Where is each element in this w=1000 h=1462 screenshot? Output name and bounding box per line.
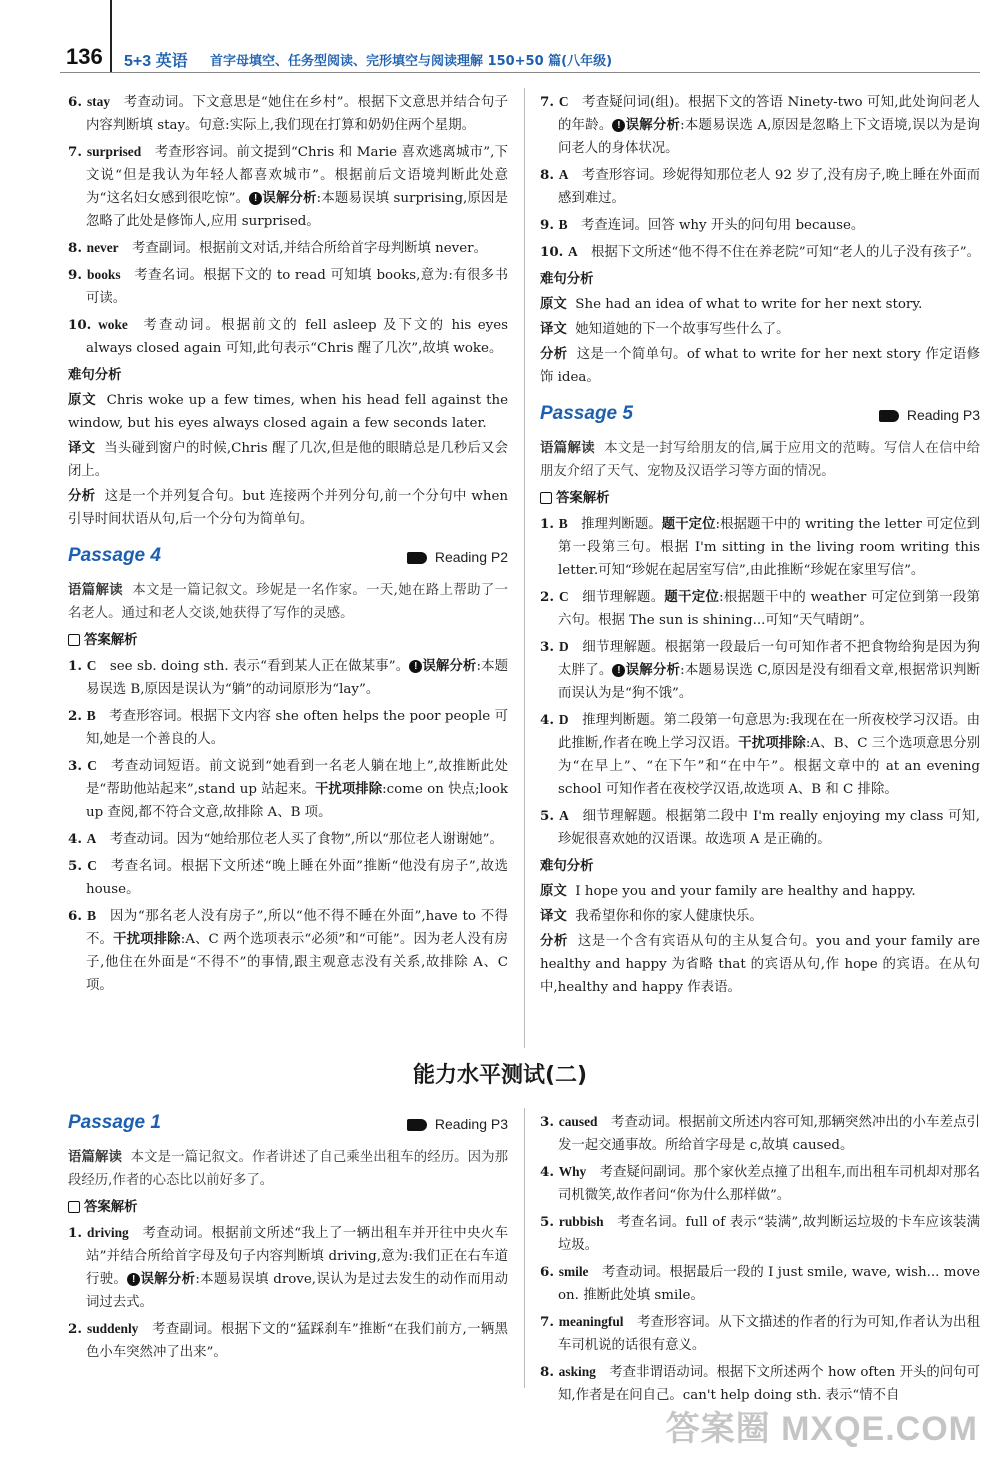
item-number: 3. <box>540 639 559 655</box>
explanation-text: 考查形容词。从下文描述的作者的行为可知,作者认为出租车司机说的话很有意义。 <box>558 1315 980 1353</box>
answers-heading: 答案解析 <box>68 629 508 652</box>
item-number: 7. <box>68 144 87 160</box>
explanation-text: :A、C 两个选项表示“必须”和“可能”。因为老人没有房子,他住在外面是“不得不”的事情,跟主观意志没有关系,故排除 A、C 项。 <box>86 932 508 993</box>
answer-key: C <box>558 589 569 604</box>
explanation-text: 细节理解题。根据第二段中 I'm really enjoying my class 可知,珍妮很喜欢她的汉语课。故选项 A 是正确的。 <box>558 809 980 847</box>
explanation-text: 考查疑问词(组)。根据下文的答语 Ninety-two 可知,此处询问老人的年龄。 <box>558 95 980 133</box>
answer-item <box>68 827 508 851</box>
item-number: 9. <box>68 267 88 283</box>
item-number: 4. <box>68 831 87 847</box>
column-divider <box>524 88 525 1048</box>
answer-item <box>68 854 508 901</box>
answer-key: A <box>567 244 578 259</box>
answer-item <box>540 1160 980 1207</box>
answer-key: driving <box>87 1225 129 1240</box>
explanation-text: 考查名词。根据下文所述“晚上睡在外面”推断“他没有房子”,故选 house。 <box>86 859 508 897</box>
explanation-text: 考查形容词。根据下文内容 she often helps the poor people 可知,她是一个善良的人。 <box>86 709 508 747</box>
explanation-text: 考查疑问副词。那个家伙差点撞了出租车,而出租车司机却对那名司机微笑,故作者问“你为什么那样做”。 <box>558 1165 980 1203</box>
translation-text: 译文 我希望你和你的家人健康快乐。 <box>540 908 763 924</box>
explanation-text: :本题易误填 surprising,原因是忽略了此处是修饰人,应用 surprised。 <box>86 191 509 229</box>
answer-item <box>540 635 980 705</box>
explanation-text: :come on 快点;look up 查阅,都不符合文意,故排除 A、B 项。 <box>86 782 509 820</box>
answer-item <box>68 263 508 310</box>
hint-label: 干扰项排除 <box>314 781 383 797</box>
answer-key: B <box>558 516 568 531</box>
reading-reference: Reading P3 <box>879 407 980 423</box>
reading-reference: Reading P2 <box>407 549 508 565</box>
analysis-heading: 难句分析 <box>540 859 594 874</box>
item-number: 3. <box>540 1114 559 1130</box>
answer-key: C <box>558 94 569 109</box>
explanation-text: 考查副词。根据下文的“猛踩刹车”推断“在我们前方,一辆黑色小车突然冲了出来”。 <box>86 1322 508 1360</box>
answer-item <box>540 1360 980 1407</box>
explanation-text: 推理判断题。第二段第一句意思为:我现在在一所夜校学习汉语。由此推断,作者在晚上学习汉语。 <box>558 713 980 751</box>
error-analysis-label: 误解分析 <box>262 190 317 206</box>
answer-item <box>540 240 980 264</box>
passage-intro: 语篇解读 本文是一篇记叙文。珍妮是一名作家。一天,她在路上帮助了一名老人。通过和老人交谈,她获得了写作的灵感。 <box>68 582 508 621</box>
explanation-text: :根据题干中的 writing the letter 可定位到第一段第三句。根据 I'm sitting in the living room writing this letter.可知“珍妮在起居室写信”,由此推断“珍妮在家里写信”。 <box>558 517 980 578</box>
answer-key: never <box>86 240 119 255</box>
pointing-hand-icon <box>879 410 899 422</box>
passage-title: Passage 1 <box>68 1112 161 1133</box>
explanation-text: :根据题干中的 weather 可定位到第一段第六句。根据 The sun is shining...可知“天气晴朗”。 <box>558 590 980 628</box>
answer-item <box>68 904 508 997</box>
answer-list <box>540 90 980 264</box>
pointing-hand-icon <box>407 552 427 564</box>
explanation-text: 考查动词。根据最后一段的 I just smile, wave, wish... move on. 推断此处填 smile。 <box>558 1265 980 1303</box>
answer-key: C <box>86 658 97 673</box>
answer-key: stay <box>86 94 111 109</box>
answer-item <box>540 1110 980 1157</box>
column-divider <box>524 1108 525 1388</box>
explanation-text: 考查动词。根据前文所述内容可知,那辆突然冲出的小车差点引发一起交通事故。所给首字母是 c,故填 caused。 <box>558 1115 980 1153</box>
item-number: 8. <box>540 167 559 183</box>
item-number: 4. <box>540 712 559 728</box>
original-text: 原文 I hope you and your family are healthy and happy. <box>540 883 916 899</box>
answer-item <box>540 1210 980 1257</box>
answer-item <box>540 163 980 210</box>
explanation-text: 考查动词。因为“她给那位老人买了食物”,所以“那位老人谢谢她”。 <box>109 832 503 847</box>
explanation-text: :本题易误选 B,原因是误认为“躺”的动词原形为“lay”。 <box>86 659 509 697</box>
item-number: 10. <box>540 244 568 260</box>
warning-icon: ! <box>127 1273 140 1286</box>
answer-key: B <box>86 708 96 723</box>
answer-item <box>68 654 508 701</box>
item-number: 5. <box>68 858 88 874</box>
error-analysis-label: 误解分析 <box>625 117 681 133</box>
answer-key: Why <box>558 1164 587 1179</box>
answer-item <box>540 1260 980 1307</box>
warning-icon: ! <box>409 660 422 673</box>
answer-key: A <box>86 831 97 846</box>
item-number: 7. <box>540 1314 559 1330</box>
explanation-text: 考查动词。根据前文所述“我上了一辆出租车并开往中央火车站”并结合所给首字母及句子内容判断填 driving,意为:我们正在右车道行驶。 <box>86 1226 508 1287</box>
item-number: 5. <box>540 1214 559 1230</box>
reading-reference: Reading P3 <box>407 1116 508 1132</box>
answer-item <box>68 704 508 751</box>
warning-icon: ! <box>612 119 625 132</box>
answer-key: caused <box>558 1114 598 1129</box>
answer-item <box>68 140 508 233</box>
original-text: 原文 Chris woke up a few times, when his head fell against the window, but his eyes always closed again a few seconds later. <box>68 392 509 431</box>
answer-key: C <box>87 758 97 773</box>
explanation-text: 考查形容词。前文提到“Chris 和 Marie 喜欢逃离城市”,下文说“但是我认为年轻人都喜欢城市”。根据前后文语境判断此处意为“这名妇女感到很吃惊”。 <box>86 145 508 206</box>
left-column <box>68 90 508 1000</box>
answer-item <box>68 754 508 824</box>
analysis-text: 分析 这是一个并列复合句。but 连接两个并列分句,前一个分句中 when 引导时间状语从句,后一个分句为简单句。 <box>68 488 509 527</box>
answer-item <box>68 1317 508 1364</box>
error-analysis-label: 误解分析 <box>625 662 681 678</box>
passage-4-heading <box>68 543 508 575</box>
item-number: 3. <box>68 758 88 774</box>
answer-item <box>68 90 508 137</box>
explanation-text: 推理判断题。 <box>581 517 662 532</box>
explanation-text: see sb. doing sth. 表示“看到某人正在做某事”。 <box>109 659 410 674</box>
answer-list <box>68 1221 508 1364</box>
answer-item <box>540 804 980 851</box>
book-subtitle: 首字母填空、任务型阅读、完形填空与阅读理解 150+50 篇(八年级) <box>210 54 613 69</box>
answers-heading: 答案解析 <box>540 487 980 510</box>
explanation-text: 根据下文所述“他不得不住在养老院”可知“老人的儿子没有孩子”。 <box>591 245 980 260</box>
item-number: 1. <box>540 516 559 532</box>
answer-key: smile <box>558 1264 589 1279</box>
answer-list <box>540 512 980 851</box>
explanation-text: 考查非谓语动词。根据下文所述两个 how often 开头的问句可知,作者是在问自己。can't help doing sth. 表示“情不自 <box>558 1365 980 1403</box>
pointing-hand-icon <box>407 1119 427 1131</box>
passage-5-heading <box>540 401 980 433</box>
item-number: 8. <box>540 1364 559 1380</box>
answer-key: C <box>87 858 97 873</box>
answer-item <box>68 1221 508 1314</box>
answer-key: rubbish <box>558 1214 604 1229</box>
item-number: 7. <box>540 94 559 110</box>
lock-icon <box>68 1201 80 1213</box>
explanation-text: 考查名词。full of 表示“装满”,故判断运垃圾的卡车应该装满垃圾。 <box>558 1215 980 1253</box>
page-header <box>0 0 1000 80</box>
answer-item <box>540 90 980 160</box>
analysis-text: 分析 这是一个含有宾语从句的主从复合句。you and your family are healthy and happy 为省略 that 的宾语从句,作 hope 的宾语。在从句中,healthy and happy 作表语。 <box>540 933 981 995</box>
explanation-text: :本题易误选 C,原因是没有细看文章,根据常识判断而误认为是“狗不饿”。 <box>558 663 980 701</box>
analysis-heading: 难句分析 <box>68 368 122 383</box>
brand-logo: 5+3 英语 <box>124 53 188 70</box>
lock-icon <box>68 634 80 646</box>
item-number: 2. <box>540 589 559 605</box>
passage-title: Passage 5 <box>540 403 633 424</box>
explanation-text: 考查连词。回答 why 开头的问句用 because。 <box>580 218 865 233</box>
answer-key: B <box>87 908 97 923</box>
explanation-text: 考查副词。根据前文对话,并结合所给首字母判断填 never。 <box>132 241 487 256</box>
analysis-heading: 难句分析 <box>540 272 594 287</box>
item-number: 6. <box>540 1264 559 1280</box>
explanation-text: 考查形容词。珍妮得知那位老人 92 岁了,没有房子,晚上睡在外面而感到难过。 <box>558 168 980 206</box>
answer-key: woke <box>98 317 128 332</box>
explanation-text: :A、B、C 三个选项意思分别为“在早上”、“在下午”和“在中午”。根据文章中的 at an evening school 可知作者在夜校学汉语,故选项 A、B 和 C 排除。 <box>558 736 981 797</box>
watermark-logo: 答案圈 MXQE.COM <box>665 1410 978 1448</box>
answer-list <box>540 1110 980 1407</box>
header-rule <box>110 0 112 72</box>
hint-label: 干扰项排除 <box>738 735 806 751</box>
answers-heading: 答案解析 <box>68 1196 508 1219</box>
item-number: 6. <box>68 908 88 924</box>
explanation-text: 考查动词。下文意思是“她住在乡村”。根据下文意思并结合句子内容判断填 stay。句意:实际上,我们现在打算和奶奶住两个星期。 <box>86 95 508 133</box>
original-text: 原文 She had an idea of what to write for her next story. <box>540 296 923 312</box>
answer-list <box>68 90 508 360</box>
item-number: 2. <box>68 1321 88 1337</box>
answer-item <box>540 708 980 801</box>
explanation-text: 考查动词。根据前文的 fell asleep 及下文的 his eyes always closed again 可知,此句表示“Chris 醒了几次”,故填 woke。 <box>86 318 508 356</box>
answer-key: D <box>558 639 569 654</box>
item-number: 1. <box>68 1225 88 1241</box>
answer-key: books <box>87 267 121 282</box>
hint-label: 题干定位 <box>664 589 720 605</box>
answer-list <box>68 654 508 997</box>
item-number: 10. <box>68 317 99 333</box>
answer-key: B <box>558 217 568 232</box>
passage-intro: 语篇解读 本文是一篇记叙文。作者讲述了自己乘坐出租车的经历。因为那段经历,作者的心态比以前好多了。 <box>68 1149 509 1188</box>
item-number: 1. <box>68 658 87 674</box>
left-column <box>68 1110 508 1367</box>
answer-item <box>540 213 980 237</box>
answer-item <box>68 313 508 360</box>
item-number: 4. <box>540 1164 559 1180</box>
answer-key: asking <box>558 1364 596 1379</box>
answer-item <box>540 1310 980 1357</box>
explanation-text: :本题易误选 A,原因是忽略上下文语境,误以为是询问老人的身体状况。 <box>558 118 981 156</box>
item-number: 8. <box>68 240 87 256</box>
item-number: 2. <box>68 708 87 724</box>
page-number: 136 <box>66 44 103 69</box>
warning-icon: ! <box>249 192 262 205</box>
answer-key: suddenly <box>87 1321 139 1336</box>
item-number: 5. <box>540 808 560 824</box>
error-analysis-label: 误解分析 <box>140 1271 196 1287</box>
item-number: 6. <box>68 94 87 110</box>
answer-key: surprised <box>86 144 142 159</box>
answer-key: A <box>559 808 569 823</box>
lock-icon <box>540 492 552 504</box>
explanation-text: 考查名词。根据下文的 to read 可知填 books,意为:有很多书可读。 <box>86 268 508 306</box>
right-column <box>540 90 980 1001</box>
answer-key: A <box>558 167 569 182</box>
answer-key: D <box>558 712 569 727</box>
passage-title: Passage 4 <box>68 545 161 566</box>
translation-text: 译文 当头碰到窗户的时候,Chris 醒了几次,但是他的眼睛总是几秒后又会闭上。 <box>68 440 509 479</box>
explanation-text: 因为“那名老人没有房子”,所以“他不得不睡在外面”,have to 不得不。 <box>86 909 508 947</box>
answer-item <box>68 236 508 260</box>
passage-intro: 语篇解读 本文是一封写给朋友的信,属于应用文的范畴。写信人在信中给朋友介绍了天气、宠物及汉语学习等方面的情况。 <box>540 440 980 479</box>
right-column <box>540 1110 980 1410</box>
explanation-text: 细节理解题。 <box>582 590 665 605</box>
section-title: 能力水平测试(二) <box>412 1063 588 1088</box>
explanation-text: 考查动词短语。前文说到“她看到一名老人躺在地上”,故推断此处是“帮助他站起来”,stand up 站起来。 <box>86 759 508 797</box>
passage-1-heading <box>68 1110 508 1142</box>
item-number: 9. <box>540 217 559 233</box>
warning-icon: ! <box>612 664 625 677</box>
hint-label: 题干定位 <box>661 516 716 532</box>
answer-key: meaningful <box>558 1314 624 1329</box>
translation-text: 译文 她知道她的下一个故事写些什么了。 <box>540 321 790 337</box>
explanation-text: 细节理解题。根据第一段最后一句可知作者不把食物给狗是因为狗太胖了。 <box>558 640 980 678</box>
explanation-text: :本题易误填 drove,误认为是过去发生的动作而用动词过去式。 <box>86 1272 509 1310</box>
header-divider <box>60 72 980 73</box>
answer-item <box>540 585 980 632</box>
error-analysis-label: 误解分析 <box>422 658 477 674</box>
analysis-text: 分析 这是一个简单句。of what to write for her next story 作定语修饰 idea。 <box>540 346 981 385</box>
answer-item <box>540 512 980 582</box>
hint-label: 干扰项排除 <box>113 931 181 947</box>
